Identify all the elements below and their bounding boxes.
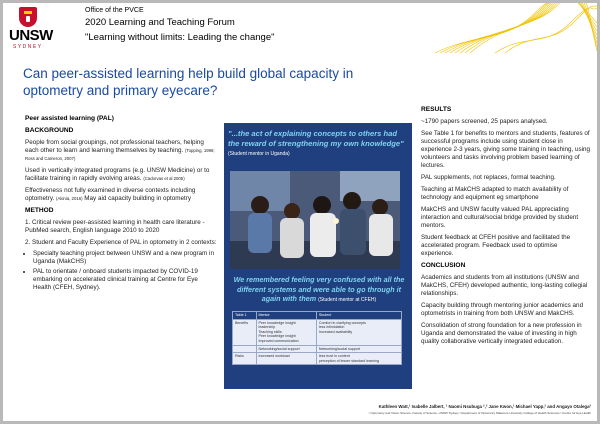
- bg-p1-text: People from social groupings, not professional teachers, helping each other to learn and learning themselves by teaching.: [25, 139, 204, 154]
- background-paragraph-3: [25, 187, 217, 203]
- forum-title: 2020 Learning and Teaching Forum: [85, 17, 235, 28]
- result-5: MakCHS and UNSW faculty valued PAL appreciating interaction and cultural/social bridge provided by student mentors.: [421, 206, 579, 229]
- unsw-logo: [9, 7, 53, 51]
- list-item: • PAL to orientate / onboard students impacted by COVID-19 embarking on accelerated clinical training at Centre for Eye Health (CFEH, Sydney).: [33, 268, 217, 292]
- result-1: ~1790 papers screened, 25 papers analysed.: [421, 118, 548, 125]
- right-column: [421, 106, 591, 346]
- method-heading: METHOD: [25, 207, 54, 214]
- table-cell: Peer knowledge insight leadership Teaching skills Peer knowledge insight Improved communication: [256, 319, 316, 345]
- bg-p3-text: Effectiveness not fully examined in diverse contexts including optometry.: [25, 187, 196, 202]
- header: [3, 3, 597, 53]
- table-cell: Benefits: [233, 319, 257, 345]
- list-item: • Specialty teaching project between UNSW and a new program in Uganda (MakCHS): [33, 250, 217, 266]
- bg-p3-end: May aid capacity building in optometry: [84, 195, 192, 202]
- authors: Kathleen Watt,¹ Isabelle Jalbert, ¹ Naomi Nsubuga ²,³ Jane Kwon,¹ Michael Yapp,² and Angayo Otalega³: [378, 404, 591, 409]
- middle-panel: [224, 123, 412, 389]
- conclusion-heading: CONCLUSION: [421, 262, 466, 269]
- background-paragraph-1: [25, 139, 217, 163]
- quote2-attribution: (Student mentor at CFEH): [318, 297, 377, 303]
- table-cell: Comfort in clarifying concepts less intimidation Increased availability: [316, 319, 401, 345]
- poster: [3, 3, 597, 421]
- bg-p1-ref: (Topping, 1996; Ross and Cameron, 2007): [25, 148, 215, 161]
- results-heading: RESULTS: [421, 106, 452, 113]
- forum-tagline: "Learning without limits: Leading the change": [85, 32, 275, 43]
- table-cell: Risks: [233, 353, 257, 365]
- result-4: Teaching at MakCHS adapted to match availability of technology and equipment eg smartphone: [421, 186, 569, 201]
- quote2-text: We remembered feeling very confused with all the different systems and were able to go through it again with them: [233, 275, 405, 303]
- logo-text: UNSW: [9, 27, 53, 44]
- affiliations: ¹ Optometry and Vision Science, Faculty of Science, UNSW Sydney ² Department of Optometry Makerere University College of Health Sciences ³ Centre for Eye Health: [368, 411, 591, 415]
- table-cell: [233, 345, 257, 353]
- conclusion-1: Academics and students from all institutions (UNSW and MakCHS, CFEH) developed authentic, long-lasting collegial relationships.: [421, 274, 588, 297]
- table-cell: Increased workload: [256, 353, 316, 365]
- table-cell: Networking/social support: [256, 345, 316, 353]
- background-paragraph-2: [25, 167, 217, 183]
- result-3: PAL supplements, not replaces, formal teaching.: [421, 174, 556, 181]
- crest-icon: [19, 7, 37, 27]
- result-6: Student feedback at CFEH positive and facilitated the accelerated program. Feedback used to optimise experience.: [421, 234, 571, 257]
- table-header-row: [233, 312, 402, 320]
- background-heading: BACKGROUND: [25, 127, 74, 134]
- table-row: [233, 319, 402, 345]
- decorative-swirl: [435, 3, 597, 53]
- bg-p2-ref: (Cadorvas et al 2005): [143, 176, 185, 181]
- conclusion-3: Consolidation of strong foundation for a new profession in Uganda and demonstrated the value of investing in high quality collaborative vertically integrated education.: [421, 322, 582, 345]
- student-quote: [228, 275, 410, 306]
- table-1: [232, 311, 402, 365]
- table-cell: less trust in content perception of lesser standard learning: [316, 353, 401, 365]
- bg-p2-text: Used in vertically integrated programs (e.g. UNSW Medicine) or to facilitate training in rapidly evolving areas.: [25, 167, 210, 182]
- method-step-2: 2. Student and Faculty Experience of PAL in optometry in 2 contexts:: [25, 239, 217, 246]
- pal-heading: Peer assisted learning (PAL): [25, 115, 114, 122]
- quote1-attribution: (Student mentor in Uganda): [228, 151, 290, 157]
- method-step-1: 1. Critical review peer-assisted learning in health care literature - PubMed search, English language 2010 to 2020: [25, 219, 205, 234]
- table-row: [233, 345, 402, 353]
- result-2: See Table 1 for benefits to mentors and students, features of successful programs include using student close in experience 2-3 years, giving some training in teaching, using volunteers and tasks involving problem based learning of lectures.: [421, 130, 591, 169]
- table-header-cell: Table 1: [233, 312, 257, 320]
- left-column: [25, 115, 217, 292]
- table-cell: Networking/social support: [316, 345, 401, 353]
- logo-sub: SYDNEY: [13, 44, 43, 50]
- poster-title: Can peer-assisted learning help build global capacity in optometry and primary eyecare?: [23, 66, 354, 98]
- quote1-text: "...the act of explaining concepts to others had the reward of strengthening my own knowledge": [228, 129, 404, 148]
- method-bullets: [25, 250, 217, 292]
- mentor-quote: [228, 129, 410, 160]
- students-photo: [230, 171, 400, 269]
- office-label: Office of the PVCE: [85, 7, 144, 14]
- bg-p3-ref: (Akinia, 2016): [56, 196, 83, 201]
- table-row: [233, 353, 402, 365]
- table-header-cell: Student: [316, 312, 401, 320]
- conclusion-2: Capacity building through mentoring junior academics and optometrists in training from both UNSW and MakCHS.: [421, 302, 584, 317]
- table-header-cell: Mentor: [256, 312, 316, 320]
